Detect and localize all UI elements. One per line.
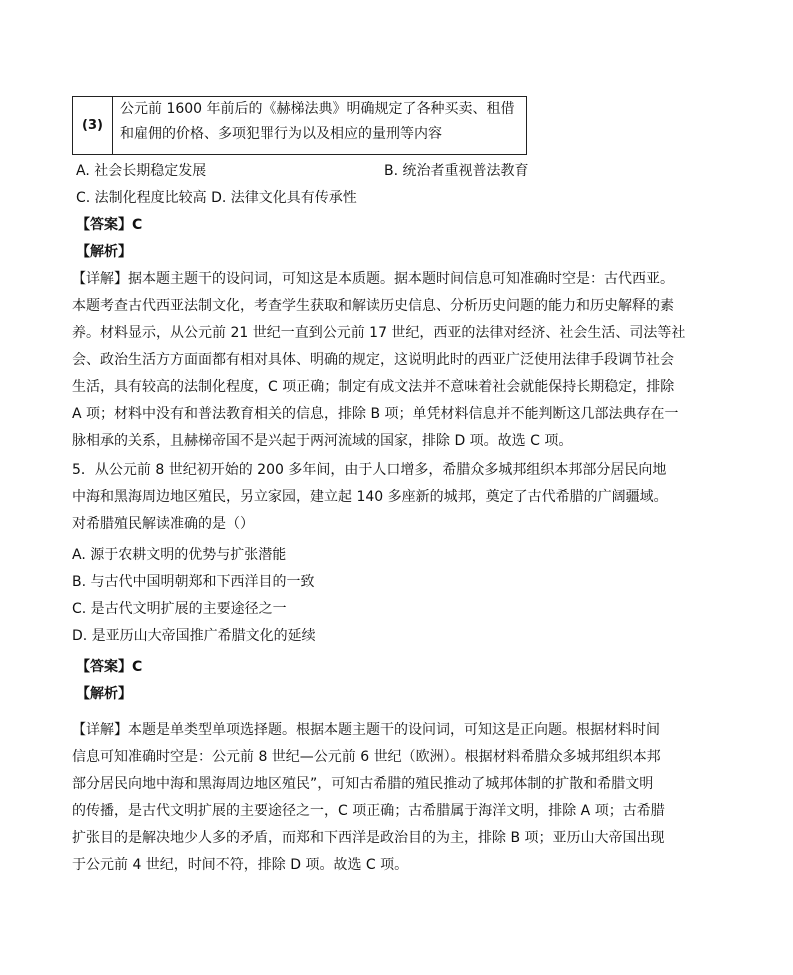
q5-option-d: D. 是亚历山大帝国推广希腊文化的延续 bbox=[72, 628, 316, 644]
q5-detail-line: 的传播，是古代文明扩展的主要途径之一，C 项正确；古希腊属于海洋文明，排除 A 项；古希腊 bbox=[72, 803, 665, 819]
q4-option-a: A. 社会长期稳定发展 bbox=[76, 163, 207, 179]
q5-detail-line: 【详解】本题是单类型单项选择题。根据本题主题干的设问词，可知这是正向题。根据材料时间 bbox=[72, 722, 660, 738]
q4-option-cd: C. 法制化程度比较高 D. 法律文化具有传承性 bbox=[76, 190, 357, 206]
q5-answer bbox=[76, 657, 142, 677]
q4-detail-line: A 项；材料中没有和普法教育相关的信息，排除 B 项；单凭材料信息并不能判断这几部法典存在一 bbox=[72, 406, 679, 422]
q5-option-c: C. 是古代文明扩展的主要途径之一 bbox=[72, 601, 287, 617]
q5-stem-line: 中海和黑海周边地区殖民，另立家园，建立起 140 多座新的城邦，奠定了古代希腊的广阔疆域。 bbox=[72, 489, 668, 505]
q5-stem-line: 对希腊殖民解读准确的是（） bbox=[72, 516, 254, 532]
table-row-text-line-2: 和雇佣的价格、多项犯罪行为以及相应的量刑等内容 bbox=[120, 126, 442, 142]
q4-option-b: B. 统治者重视普法教育 bbox=[384, 163, 529, 179]
q4-detail-line: 脉相承的关系，且赫梯帝国不是兴起于两河流域的国家，排除 D 项。故选 C 项。 bbox=[72, 433, 573, 449]
q5-detail-line: 信息可知准确时空是：公元前 8 世纪—公元前 6 世纪（欧洲）。根据材料希腊众多城邦组织本邦 bbox=[72, 749, 661, 765]
q5-analysis-label: 【解析】 bbox=[76, 686, 132, 702]
q4-detail-line: 会、政治生活方方面面都有相对具体、明确的规定，这说明此时的西亚广泛使用法律手段调节社会 bbox=[72, 352, 674, 368]
q5-detail-line: 于公元前 4 世纪，时间不符，排除 D 项。故选 C 项。 bbox=[72, 857, 409, 873]
q4-answer bbox=[76, 215, 142, 235]
q5-stem-line: 5．从公元前 8 世纪初开始的 200 多年间，由于人口增多，希腊众多城邦组织本邦部分居民向地 bbox=[72, 462, 667, 478]
q4-analysis-label: 【解析】 bbox=[76, 244, 132, 260]
q4-detail-line: 本题考查古代西亚法制文化，考查学生获取和解读历史信息、分析历史问题的能力和历史解释的素 bbox=[72, 298, 674, 314]
q5-option-a: A. 源于农耕文明的优势与扩张潜能 bbox=[72, 547, 287, 563]
answer-label: 【答案】 bbox=[76, 659, 132, 675]
material-table bbox=[72, 96, 527, 155]
q5-detail-line: 部分居民向地中海和黑海周边地区殖民”，可知古希腊的殖民推动了城邦体制的扩散和希腊文明 bbox=[72, 776, 654, 792]
q5-option-b: B. 与古代中国明朝郑和下西洋目的一致 bbox=[72, 574, 315, 590]
q4-detail-line: 【详解】据本题主题干的设问词，可知这是本质题。据本题时间信息可知准确时空是：古代西亚。 bbox=[72, 271, 674, 287]
q4-detail-line: 生活，具有较高的法制化程度，C 项正确；制定有成文法并不意味着社会就能保持长期稳定，排除 bbox=[72, 379, 675, 395]
answer-value: C bbox=[132, 217, 143, 233]
answer-label: 【答案】 bbox=[76, 217, 132, 233]
answer-value: C bbox=[132, 659, 143, 675]
q5-detail-line: 扩张目的是解决地少人多的矛盾，而郑和下西洋是政治目的为主，排除 B 项；亚历山大帝国出现 bbox=[72, 830, 665, 846]
q4-detail-line: 养。材料显示，从公元前 21 世纪一直到公元前 17 世纪，西亚的法律对经济、社会生活、司法等社 bbox=[72, 325, 686, 341]
table-row-number: (3) bbox=[73, 97, 113, 154]
table-row-text-line-1: 公元前 1600 年前后的《赫梯法典》明确规定了各种买卖、租借 bbox=[120, 101, 515, 117]
